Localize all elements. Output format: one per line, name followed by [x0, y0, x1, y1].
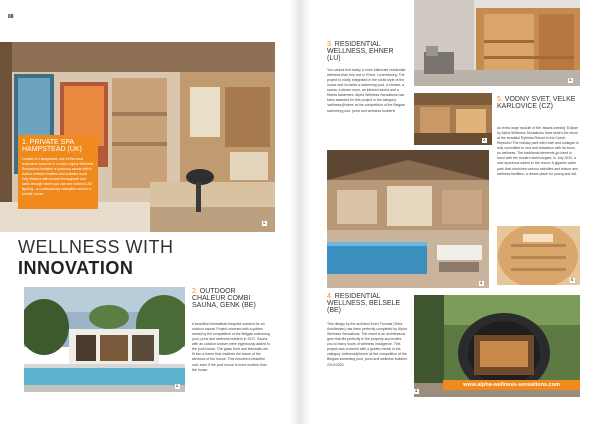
heading-line-1: WELLNESS WITH [18, 237, 174, 257]
vodny-title [497, 96, 587, 110]
photo-tag-1: 1. [263, 221, 266, 225]
ehner-indoor-pool-photo [327, 150, 489, 288]
ehner-title [327, 41, 409, 62]
vodny-title-text: VODNY SVET, VELKE KARLOVICE (CZ) [497, 96, 576, 110]
ehner-body: You cannot find easily a more elaborate residential wellness than this one in Ehner, Luxembourg. The project is nicely integrated in the rustic style of the house and includes a swimming pool, a shower, a sauna, a steam room, an infrared sauna and a fitness basement. Alpha Wellness Sensations has been awarded for this project in the category 'wellness@home' at the competition of the Belgian swimming pool, pond and wellness builders! [327, 68, 406, 113]
ehner-pool-photo [414, 93, 492, 145]
photo-tag-3b: 2. [483, 138, 486, 142]
vodny-sauna-photo [497, 226, 580, 285]
outdoor-title [192, 288, 270, 309]
vodny-number: 5. [497, 96, 503, 103]
outdoor-sauna-photo [24, 287, 185, 392]
heading-line-2: INNOVATION [18, 258, 134, 278]
photo-tag-4: 4. [480, 281, 483, 285]
outdoor-title-text: OUTDOOR CHALEUR COMBI SAUNA, GENK (BE) [192, 288, 256, 309]
spa-body: Located in Hampstead, one of the most expensive suburbs in London, Alpha Wellness Sensations installed a spacious sauna with 6 built-in infrared heaters and a steam room fully finished with mosaic throughout! And walls through which you can see indirect LED lighting - a contemporary relaxation area in a private house. [22, 156, 94, 197]
photo-tag-4b: 4. [415, 389, 418, 393]
photo-tag-3: 3. [569, 78, 572, 82]
spa-caption-box [18, 135, 98, 209]
belsele-title [327, 293, 407, 314]
ehner-number: 3. [327, 41, 333, 48]
outdoor-number: 2. [192, 288, 198, 295]
website-link[interactable]: www.alpha-wellness-sensations.com [443, 380, 580, 390]
belsele-number: 4. [327, 293, 333, 300]
vodny-body: An extra large module of the 'award-winning' Eclipse by Alpha Wellness Sensations have stolen the show at the beautiful Rytirska Resort in the Czech Republic! The holiday park with hotel and cottages is fully committed to rest and relaxation with its focus on wellness. The traditional elements go hand in hand with the modern technologies. In July 2020, a new spaceous added to the resort. A gigantic water park that combines various activities and leisure and wellness facilities, a dream place for young and old. [497, 126, 579, 176]
photo-tag-5: 5. [571, 278, 574, 282]
outdoor-body: A beautiful minimalistic bespoke solution for an outdoor sauna! Project crowned with a golden medal by the competition of the Belgian swimming pool, pond and wellness builders in 2017. Sauna with an outdoor shower were ingeniously added to the pool house. The glass front and sidewalls are fit into a frame that matches the frame of the windows of the house. This ensures a beautiful unit, even if the pool house is more modern than the house. [192, 322, 270, 372]
ehner-sauna-photo [414, 0, 580, 86]
spa-number: 1. [22, 139, 28, 146]
spa-title [22, 139, 94, 154]
spine-shadow [290, 0, 310, 424]
photo-tag-2: 2. [176, 384, 179, 388]
ehner-title-text: RESIDENTIAL WELLNESS, EHNER (LU) [327, 41, 394, 62]
page-number: 88 [8, 14, 14, 20]
spa-title-text: PRIVATE SPA HAMPSTEAD (UK) [22, 139, 82, 154]
belsele-body: This design by the architect Koen Thomas (Tetra Architecten) has been perfectly completed by Alpha Wellness Sensations. The result is an architectural gem that fits perfectly in the property and invites you to many hours of wellness indulgence. This project was crowned with a golden medal in the category 'wellness@home' at the competition of the Belgian swimming pool, pond and wellness builders 2019/2020. [327, 322, 407, 367]
belsele-title-text: RESIDENTIAL WELLNESS, BELSELE (BE) [327, 293, 401, 314]
